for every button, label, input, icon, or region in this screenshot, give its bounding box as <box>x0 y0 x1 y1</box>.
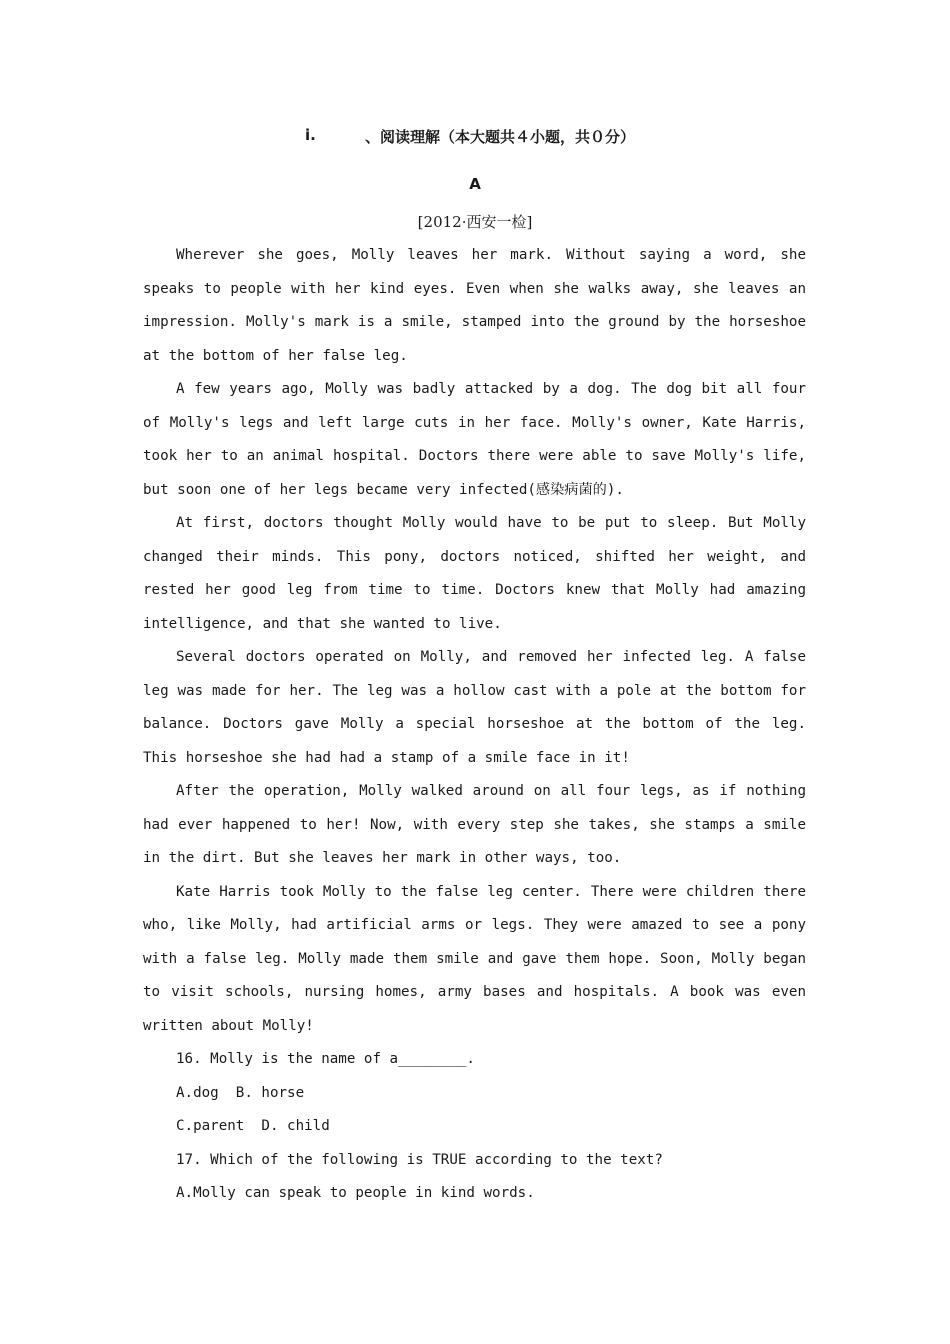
passage-paragraph: Several doctors operated on Molly, and removed her infected leg. A false leg was made for her. The leg was a hollow cast with a pole at the bottom for balance. Doctors gave Molly a special horseshoe at the bottom of the leg. This horseshoe she had had a stamp of a smile face in it! <box>143 649 806 766</box>
question-options: A.dog B. horse <box>176 1084 305 1101</box>
passage-paragraph: After the operation, Molly walked around on all four legs, as if nothing had ever happened to her! Now, with every step she takes, she stamps a smile in the dirt. But she leaves her mark in other ways, too. <box>143 783 806 866</box>
passage-paragraph: Kate Harris took Molly to the false leg center. There were children there who, like Molly, had artificial arms or legs. They were amazed to see a pony with a false leg. Molly made them smile and gave them hope. Soon, Molly began to visit schools, nursing homes, army bases and hospitals. A book was even written about Molly! <box>143 883 806 1034</box>
question-stem: 16. Molly is the name of a________. <box>176 1051 475 1067</box>
question-options: A.Molly can speak to people in kind words. <box>176 1185 535 1201</box>
question-stem: 17. Which of the following is TRUE according to the text? <box>176 1151 663 1168</box>
question-16 <box>143 1043 806 1144</box>
passage-paragraph: At first, doctors thought Molly would have to be put to sleep. But Molly changed their minds. This pony, doctors noticed, shifted her weight, and rested her good leg from time to time. Doctors knew that Molly had amazing intelligence, and that she wanted to live. <box>143 515 806 632</box>
section-number: i. <box>305 126 316 144</box>
passage-body <box>143 239 806 1211</box>
section-heading <box>0 126 950 150</box>
passage-source: [2012·西安一检] <box>417 213 533 231</box>
passage-paragraph: A few years ago, Molly was badly attacked by a dog. The dog bit all four of Molly's legs and left large cuts in her face. Molly's owner, Kate Harris, took her to an animal hospital. Doctors there were able to save Molly's life, but soon one of her legs became very infected(感染病菌的). <box>143 381 806 498</box>
passage-paragraph: Wherever she goes, Molly leaves her mark. Without saying a word, she speaks to people with her kind eyes. Even when she walks away, she leaves an impression. Molly's mark is a smile, stamped into the ground by the horseshoe at the bottom of her false leg. <box>143 247 806 364</box>
question-options: C.parent D. child <box>176 1118 330 1134</box>
question-17 <box>143 1144 806 1211</box>
section-title: 、阅读理解（本大题共４小题，共０分） <box>365 128 636 146</box>
passage-label: A <box>469 175 481 193</box>
